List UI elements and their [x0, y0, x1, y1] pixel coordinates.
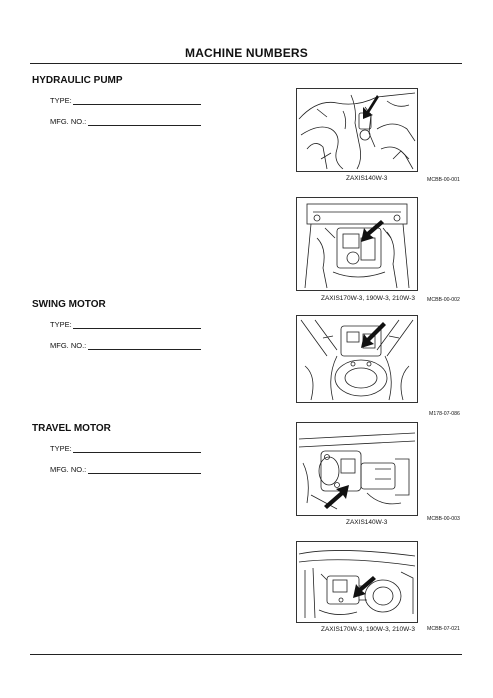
figure-4-code: MCBB-00-003 — [427, 516, 460, 522]
figure-1-caption: ZAXIS140W-3 — [346, 175, 388, 182]
hydraulic-pump-mfg-label: MFG. NO.: — [50, 117, 87, 126]
figure-5-caption: ZAXIS170W-3, 190W-3, 210W-3 — [321, 626, 415, 633]
figure-2-caption: ZAXIS170W-3, 190W-3, 210W-3 — [321, 295, 415, 302]
figure-1-code: MCBB-00-001 — [427, 177, 460, 183]
travel-motor-type-label: TYPE: — [50, 444, 72, 453]
swing-motor-type-field — [73, 328, 201, 329]
figure-4-caption: ZAXIS140W-3 — [346, 519, 388, 526]
hydraulic-pump-type-field — [73, 104, 201, 105]
travel-motor-mfg-field — [88, 473, 201, 474]
travel-motor-photo-1 — [296, 422, 418, 516]
top-rule — [30, 63, 462, 64]
figure-5-code: MCBB-07-021 — [427, 626, 460, 632]
swing-motor-type-label: TYPE: — [50, 320, 72, 329]
pointer-arrow-icon — [353, 576, 376, 598]
travel-motor-photo-2 — [296, 541, 418, 623]
swing-motor-mfg-label: MFG. NO.: — [50, 341, 87, 350]
page-title: MACHINE NUMBERS — [185, 46, 308, 60]
hydraulic-pump-mfg-field — [88, 125, 201, 126]
section-title-hydraulic-pump: HYDRAULIC PUMP — [32, 75, 123, 86]
figure-2-code: MCBB-00-002 — [427, 297, 460, 303]
hydraulic-pump-type-label: TYPE: — [50, 96, 72, 105]
section-title-swing-motor: SWING MOTOR — [32, 299, 106, 310]
swing-motor-photo — [296, 315, 418, 403]
travel-motor-type-field — [73, 452, 201, 453]
hydraulic-pump-photo-2 — [296, 197, 418, 291]
swing-motor-mfg-field — [88, 349, 201, 350]
figure-3-code: M178-07-086 — [429, 411, 460, 417]
pointer-arrow-icon — [361, 220, 384, 242]
bottom-rule — [30, 654, 462, 655]
pointer-arrow-icon — [324, 485, 349, 509]
hydraulic-pump-photo-1 — [296, 88, 418, 172]
section-title-travel-motor: TRAVEL MOTOR — [32, 423, 111, 434]
travel-motor-mfg-label: MFG. NO.: — [50, 465, 87, 474]
